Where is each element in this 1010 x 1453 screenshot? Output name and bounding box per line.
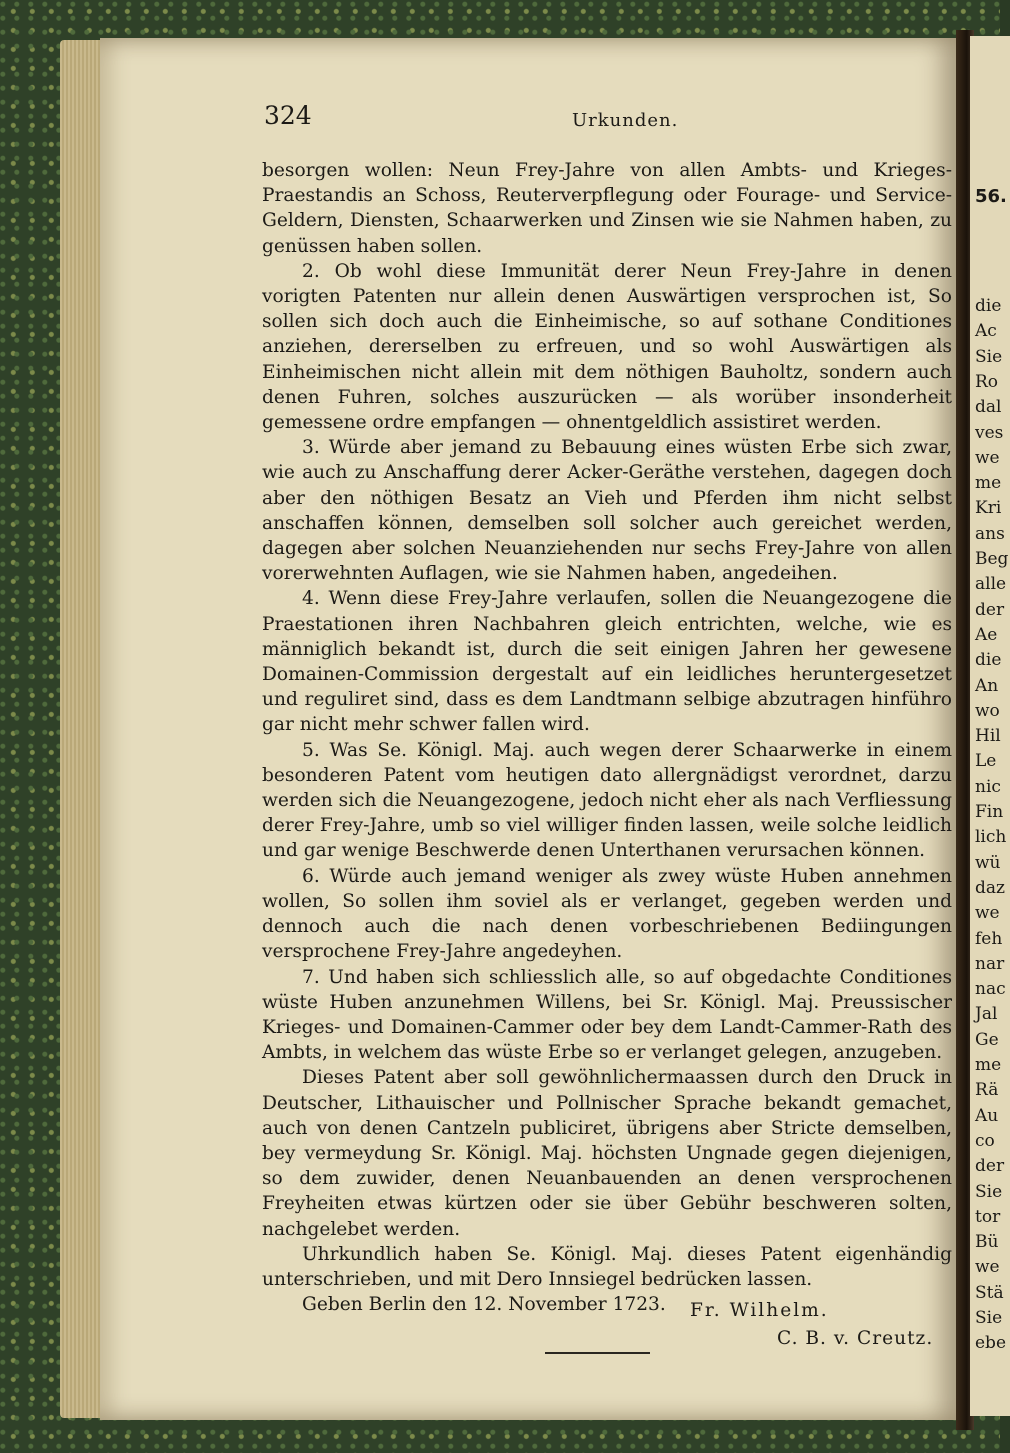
facing-page-word: wü [975, 852, 1001, 873]
facing-page-word: die [975, 650, 1002, 671]
facing-page-word: Stä [975, 1282, 1004, 1303]
facing-page-word: der [975, 1156, 1005, 1177]
facing-page-word: Ge [975, 1029, 999, 1050]
facing-page-word: nar [975, 953, 1005, 974]
facing-page-word: ebe [975, 1333, 1007, 1354]
closing-rule [545, 1352, 650, 1354]
facing-page-word: der [975, 599, 1005, 620]
facing-page-word: alle [975, 574, 1007, 595]
facing-page-word: Sie [975, 346, 1003, 367]
page-number: 324 [264, 101, 312, 130]
document-body [262, 158, 952, 1317]
paragraph-5: 5. Was Se. Königl. Maj. auch wegen derer Schaarwerke in einem besonderen Patent vom heutigen dato allergnädigst verordnet, darzu werden sich die Neuangezogene, jedoch nicht eher als nach Verfliessung derer Frey-Jahre, umb so viel williger finden lassen, weile solche leidlich und gar wenige Beschwerde denen Unterthanen verursachen können. [262, 739, 952, 862]
facing-page-word: dal [975, 397, 1002, 418]
paragraph-4: 4. Wenn diese Frey-Jahre verlaufen, sollen die Neuangezogene die Praestationen ihren Nachbahren gleich entrichten, welche, wie es männiglich bekandt ist, durch die seit einigen Jahren her gewesene Domainen-Commission dergestalt auf ein leidliches heruntergesetzet und reguliret sind, dass es dem Landtmann selbige abzutragen hinführo gar nicht mehr schwer fallen wird. [262, 588, 952, 736]
paragraph-8: Dieses Patent aber soll gewöhnlichermaassen durch den Druck in Deutscher, Lithauischer und Pollnischer Sprache bekandt gemachet, auch von denen Cantzeln publiciret, übrigens aber Stricte demselben, bey vermeydung Sr. Königl. Maj. höchsten Ungnade gegen diejenigen, so dem zuwider, denen Neuanbauenden an denen versprochenen Freyheiten etwas kürtzen oder sie über Gebühr beschweren solten, nachgelebet werden. [262, 1067, 952, 1240]
facing-page-word: 56. [975, 186, 1007, 207]
paragraph-7: 7. Und haben sich schliesslich alle, so auf obgedachte Conditiones wüste Huben anzunehmen Willens, bei Sr. Königl. Maj. Preussischer Krieges- und Domainen-Cammer oder bey dem Landt-Cammer-Rath des Ambts, in welchem das wüste Erbe so er verlanget gelegen, anzugeben. [262, 966, 952, 1064]
facing-page-word: co [975, 1130, 995, 1151]
facing-page-word: An [975, 675, 999, 696]
facing-page-word: Sie [975, 1308, 1003, 1328]
paragraph-6: 6. Würde auch jemand weniger als zwey wüste Huben annehmen wollen, So sollen ihm soviel als er verlanget, gegeben werden und dennoch auch die nach denen vorbeschriebenen Bediingungen versprochene Frey-Jahre angedeyhen. [262, 865, 952, 963]
facing-page-fragment [970, 36, 1010, 1416]
facing-page-word: nac [975, 979, 1006, 1000]
paragraph-10: Geben Berlin den 12. November 1723. [302, 1294, 666, 1316]
facing-page-word: tor [975, 1206, 1001, 1227]
facing-page-word: Sie [975, 1181, 1003, 1202]
facing-page-word: Jal [975, 1004, 998, 1025]
facing-page-word: Bü [975, 1232, 999, 1253]
facing-page-word: Au [975, 1105, 999, 1126]
paragraph-9: Uhrkundlich haben Se. Königl. Maj. dieses Patent eigenhändig unterschrieben, und mit Dero Innsiegel bedrücken lassen. [262, 1243, 952, 1290]
facing-page-word: daz [975, 877, 1005, 898]
facing-page-word: ans [975, 523, 1005, 544]
paragraph-1: besorgen wollen: Neun Frey-Jahre von allen Ambts- und Krieges-Praestandis an Schoss, Reuterverpflegung oder Fourage- und Service-Geldern, Diensten, Schaarwerken und Zinsen wie sie Nahmen haben, zu genüssen haben sollen. [262, 160, 952, 257]
facing-page-word: Ae [975, 624, 998, 645]
facing-page-word: lich [975, 827, 1007, 848]
signature-king: Fr. Wilhelm. [690, 1300, 829, 1321]
facing-page-word: me [975, 1055, 1002, 1075]
facing-page-word: Hil [975, 726, 1001, 747]
facing-page-word: ves [975, 422, 1004, 443]
facing-page-word: wo [975, 700, 1000, 721]
facing-page-word: Beg [975, 549, 1009, 569]
facing-page-word: Ro [975, 371, 999, 392]
facing-page-word: we [975, 1257, 1000, 1278]
facing-page-word: me [975, 473, 1002, 494]
facing-page-word: feh [975, 928, 1003, 949]
facing-page-word: we [975, 447, 1000, 468]
facing-page-word: Rä [975, 1080, 999, 1101]
facing-page-word: Ac [975, 321, 997, 342]
facing-page-word: Le [975, 751, 997, 772]
facing-page-word: we [975, 903, 1000, 924]
signature-minister: C. B. v. Creutz. [777, 1328, 934, 1349]
facing-page-word: Fin [975, 802, 1004, 822]
facing-page-word: nic [975, 776, 1001, 797]
paragraph-2: 2. Ob wohl diese Immunität derer Neun Frey-Jahre in denen vorigten Patenten nur allein denen Auswärtigen versprochen ist, So sollen sich doch auch die Einheimische, so auf sothane Conditiones anziehen, dererselben zu erfreuen, und so wohl Auswärtigen als Einheimischen nicht allein mit dem nöthigen Bauholtz, sondern auch denen Fuhren, solches auszurücken — als worüber insonderheit gemessene ordre empfangen — ohnentgeldlich assistiret werden. [262, 260, 952, 434]
facing-page-word: Kri [975, 498, 1002, 519]
paragraph-3: 3. Würde aber jemand zu Bebauung eines wüsten Erbe sich zwar, wie auch zu Anschaffung derer Acker-Geräthe verstehen, dagegen doch aber den nöthigen Besatz an Vieh und Pferden ihm nicht selbst anschaffen können, demselben soll solcher auch gereichet werden, dagegen aber solchen Neuanziehenden nur sechs Frey-Jahre von allen vorerwehnten Auflagen, wie sie Nahmen haben, angedeihen. [262, 437, 952, 585]
running-head: Urkunden. [572, 110, 679, 131]
facing-page-word: die [975, 296, 1002, 316]
